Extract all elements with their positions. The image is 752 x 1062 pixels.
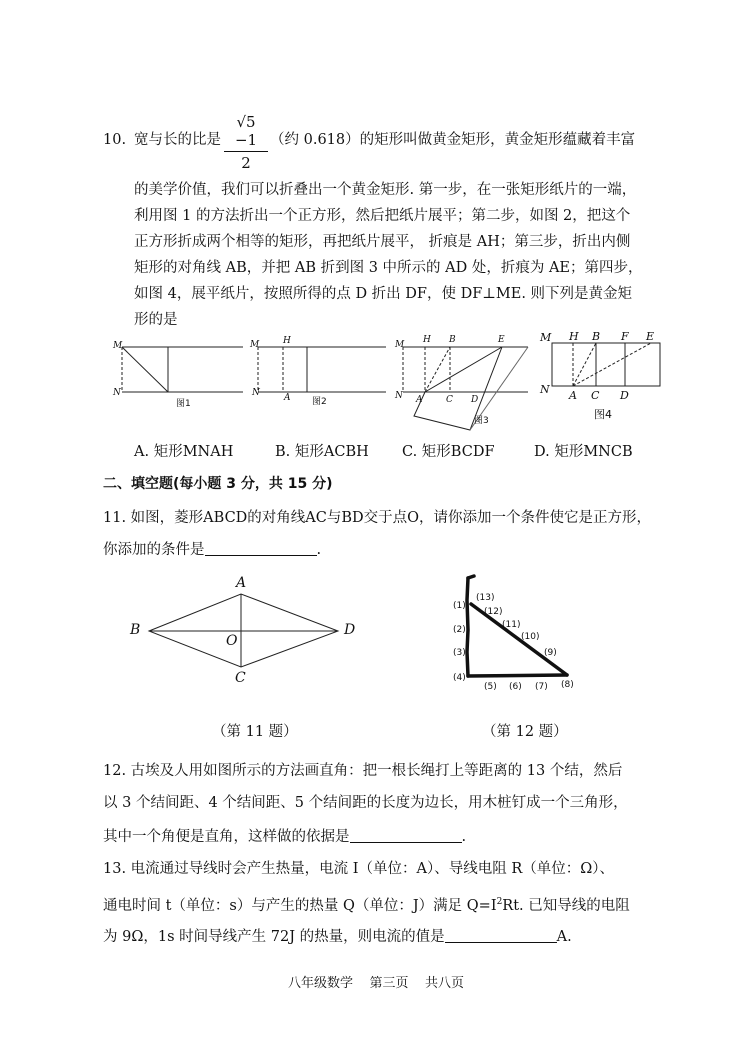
knot-label-12: (12) <box>484 607 503 617</box>
q13-unit: A. <box>556 929 572 945</box>
knot-label-7: (7) <box>535 682 548 692</box>
q10-number: 10. <box>103 132 127 148</box>
f4-label-M: M <box>540 331 552 344</box>
f3-label-A: A <box>416 395 423 405</box>
rhombus-label-O: O <box>226 633 238 649</box>
f2-label-M: M <box>250 340 260 350</box>
q10-option-b: B. 矩形ACBH <box>275 444 369 460</box>
q13-prompt: 为 9Ω，1s 时间导线产生 72J 的热量，则电流的值是 <box>103 929 445 945</box>
fig3-caption: 图3 <box>474 416 489 426</box>
q10-option-d: D. 矩形MNCB <box>534 444 633 460</box>
f3-label-B: B <box>449 335 456 345</box>
f4-label-N: N <box>540 383 550 396</box>
knot-label-3: (3) <box>453 648 466 658</box>
q12-line-2: 以 3 个结间距、4 个结间距、5 个结间距的长度为边长，用木桩钉成一个三角形， <box>103 795 628 811</box>
q12-line-3 <box>103 826 466 847</box>
q12-prompt: 其中一个角便是直角，这样做的依据是 <box>103 829 350 845</box>
q11-period: . <box>316 542 322 558</box>
q10-text-part2: （约 0.618）的矩形叫做黄金矩形，黄金矩形蕴藏着丰富 <box>270 132 636 148</box>
knot-label-9: (9) <box>544 648 557 658</box>
f2-label-N: N <box>252 388 260 398</box>
rhombus-label-B: B <box>130 622 141 638</box>
q11-line-1: 11. 如图，菱形ABCD的对角线AC与BD交于点O，请你添加一个条件使它是正方形， <box>103 510 652 526</box>
q12-line-1: 12. 古埃及人用如图所示的方法画直角：把一根长绳打上等距离的 13 个结，然后 <box>103 763 623 779</box>
f2-label-H: H <box>283 336 291 346</box>
knot-label-4: (4) <box>453 673 466 683</box>
knot-label-6: (6) <box>509 682 522 692</box>
knot-label-1: (1) <box>453 601 466 611</box>
q10-line-2: 利用图 1 的方法折出一个正方形，然后把纸片展平；第二步，如图 2，把这个 <box>134 208 631 224</box>
f4-label-C: C <box>591 389 600 402</box>
f3-label-E: E <box>498 335 505 345</box>
f4-label-E: E <box>646 330 655 343</box>
q11-caption: （第 11 题） <box>212 724 298 740</box>
f3-label-M: M <box>395 340 405 350</box>
f3-label-D: D <box>471 395 479 405</box>
knot-label-10: (10) <box>521 632 540 642</box>
q10-text-part1: 宽与长的比是 <box>134 132 221 148</box>
f3-label-C: C <box>446 395 453 405</box>
q13-superscript: 2 <box>496 897 503 907</box>
f3-label-N: N <box>395 391 403 401</box>
q10-option-c: C. 矩形BCDF <box>402 444 495 460</box>
f1-label-M: M <box>113 341 123 351</box>
rhombus-label-A: A <box>236 575 247 591</box>
q10-line-5: 如图 4，展平纸片，按照所得的点 D 折出 DF，使 DF⊥ME. 则下列是黄金矩 <box>134 286 633 302</box>
q13-line-3 <box>103 926 572 947</box>
fig2-caption: 图2 <box>312 397 327 407</box>
section-title: 二、填空题(每小题 3 分，共 15 分) <box>103 476 333 492</box>
f4-label-D: D <box>620 389 629 402</box>
q13-line-2 <box>103 892 630 916</box>
q10-option-a: A. 矩形MNAH <box>134 444 234 460</box>
fig1-caption: 图1 <box>176 399 191 409</box>
f3-label-H: H <box>423 335 431 345</box>
rhombus-label-D: D <box>344 622 356 638</box>
q13-text-a: 通电时间 t（单位：s）与产生的热量 Q（单位：J）满足 Q=I <box>103 897 497 914</box>
f4-label-B: B <box>592 330 601 343</box>
q12-answer-blank[interactable] <box>350 826 462 843</box>
f4-label-A: A <box>569 389 577 402</box>
fraction-denominator: 2 <box>241 154 251 172</box>
knot-label-2: (2) <box>453 625 466 635</box>
q12-caption: （第 12 题） <box>482 724 568 740</box>
q10-fraction <box>224 113 268 172</box>
f4-label-F: F <box>621 330 629 343</box>
knot-label-5: (5) <box>484 682 497 692</box>
fraction-numerator: √5 −1 <box>234 113 258 149</box>
f2-label-A: A <box>284 393 291 403</box>
f4-label-H: H <box>569 330 579 343</box>
q11-line-2 <box>103 539 321 560</box>
q11-prompt: 你添加的条件是 <box>103 542 205 558</box>
q10-line-1: 的美学价值，我们可以折叠出一个黄金矩形. 第一步，在一张矩形纸片的一端， <box>134 182 637 198</box>
f1-label-N: N <box>113 388 121 398</box>
q13-answer-blank[interactable] <box>445 926 557 943</box>
q12-period: . <box>461 829 467 845</box>
knot-label-11: (11) <box>502 620 521 630</box>
knot-label-8: (8) <box>561 680 574 690</box>
q13-text-b: Rt. 已知导线的电阻 <box>502 897 630 914</box>
q10-line-3: 正方形折成两个相等的矩形，再把纸片展平， 折痕是 AH；第三步，折出内侧 <box>134 234 631 250</box>
q13-line-1: 13. 电流通过导线时会产生热量，电流 I（单位：A）、导线电阻 R（单位：Ω）、 <box>103 861 615 877</box>
q11-answer-blank[interactable] <box>205 539 317 556</box>
knot-label-13: (13) <box>476 593 495 603</box>
q10-line-6: 形的是 <box>134 312 178 328</box>
page-footer: 八年级数学 第三页 共八页 <box>288 976 465 991</box>
q10-line-4: 矩形的对角线 AB，并把 AB 折到图 3 中所示的 AD 处，折痕为 AE；第四步， <box>134 260 643 276</box>
rhombus-label-C: C <box>235 670 246 686</box>
fig4-caption: 图4 <box>594 408 612 421</box>
